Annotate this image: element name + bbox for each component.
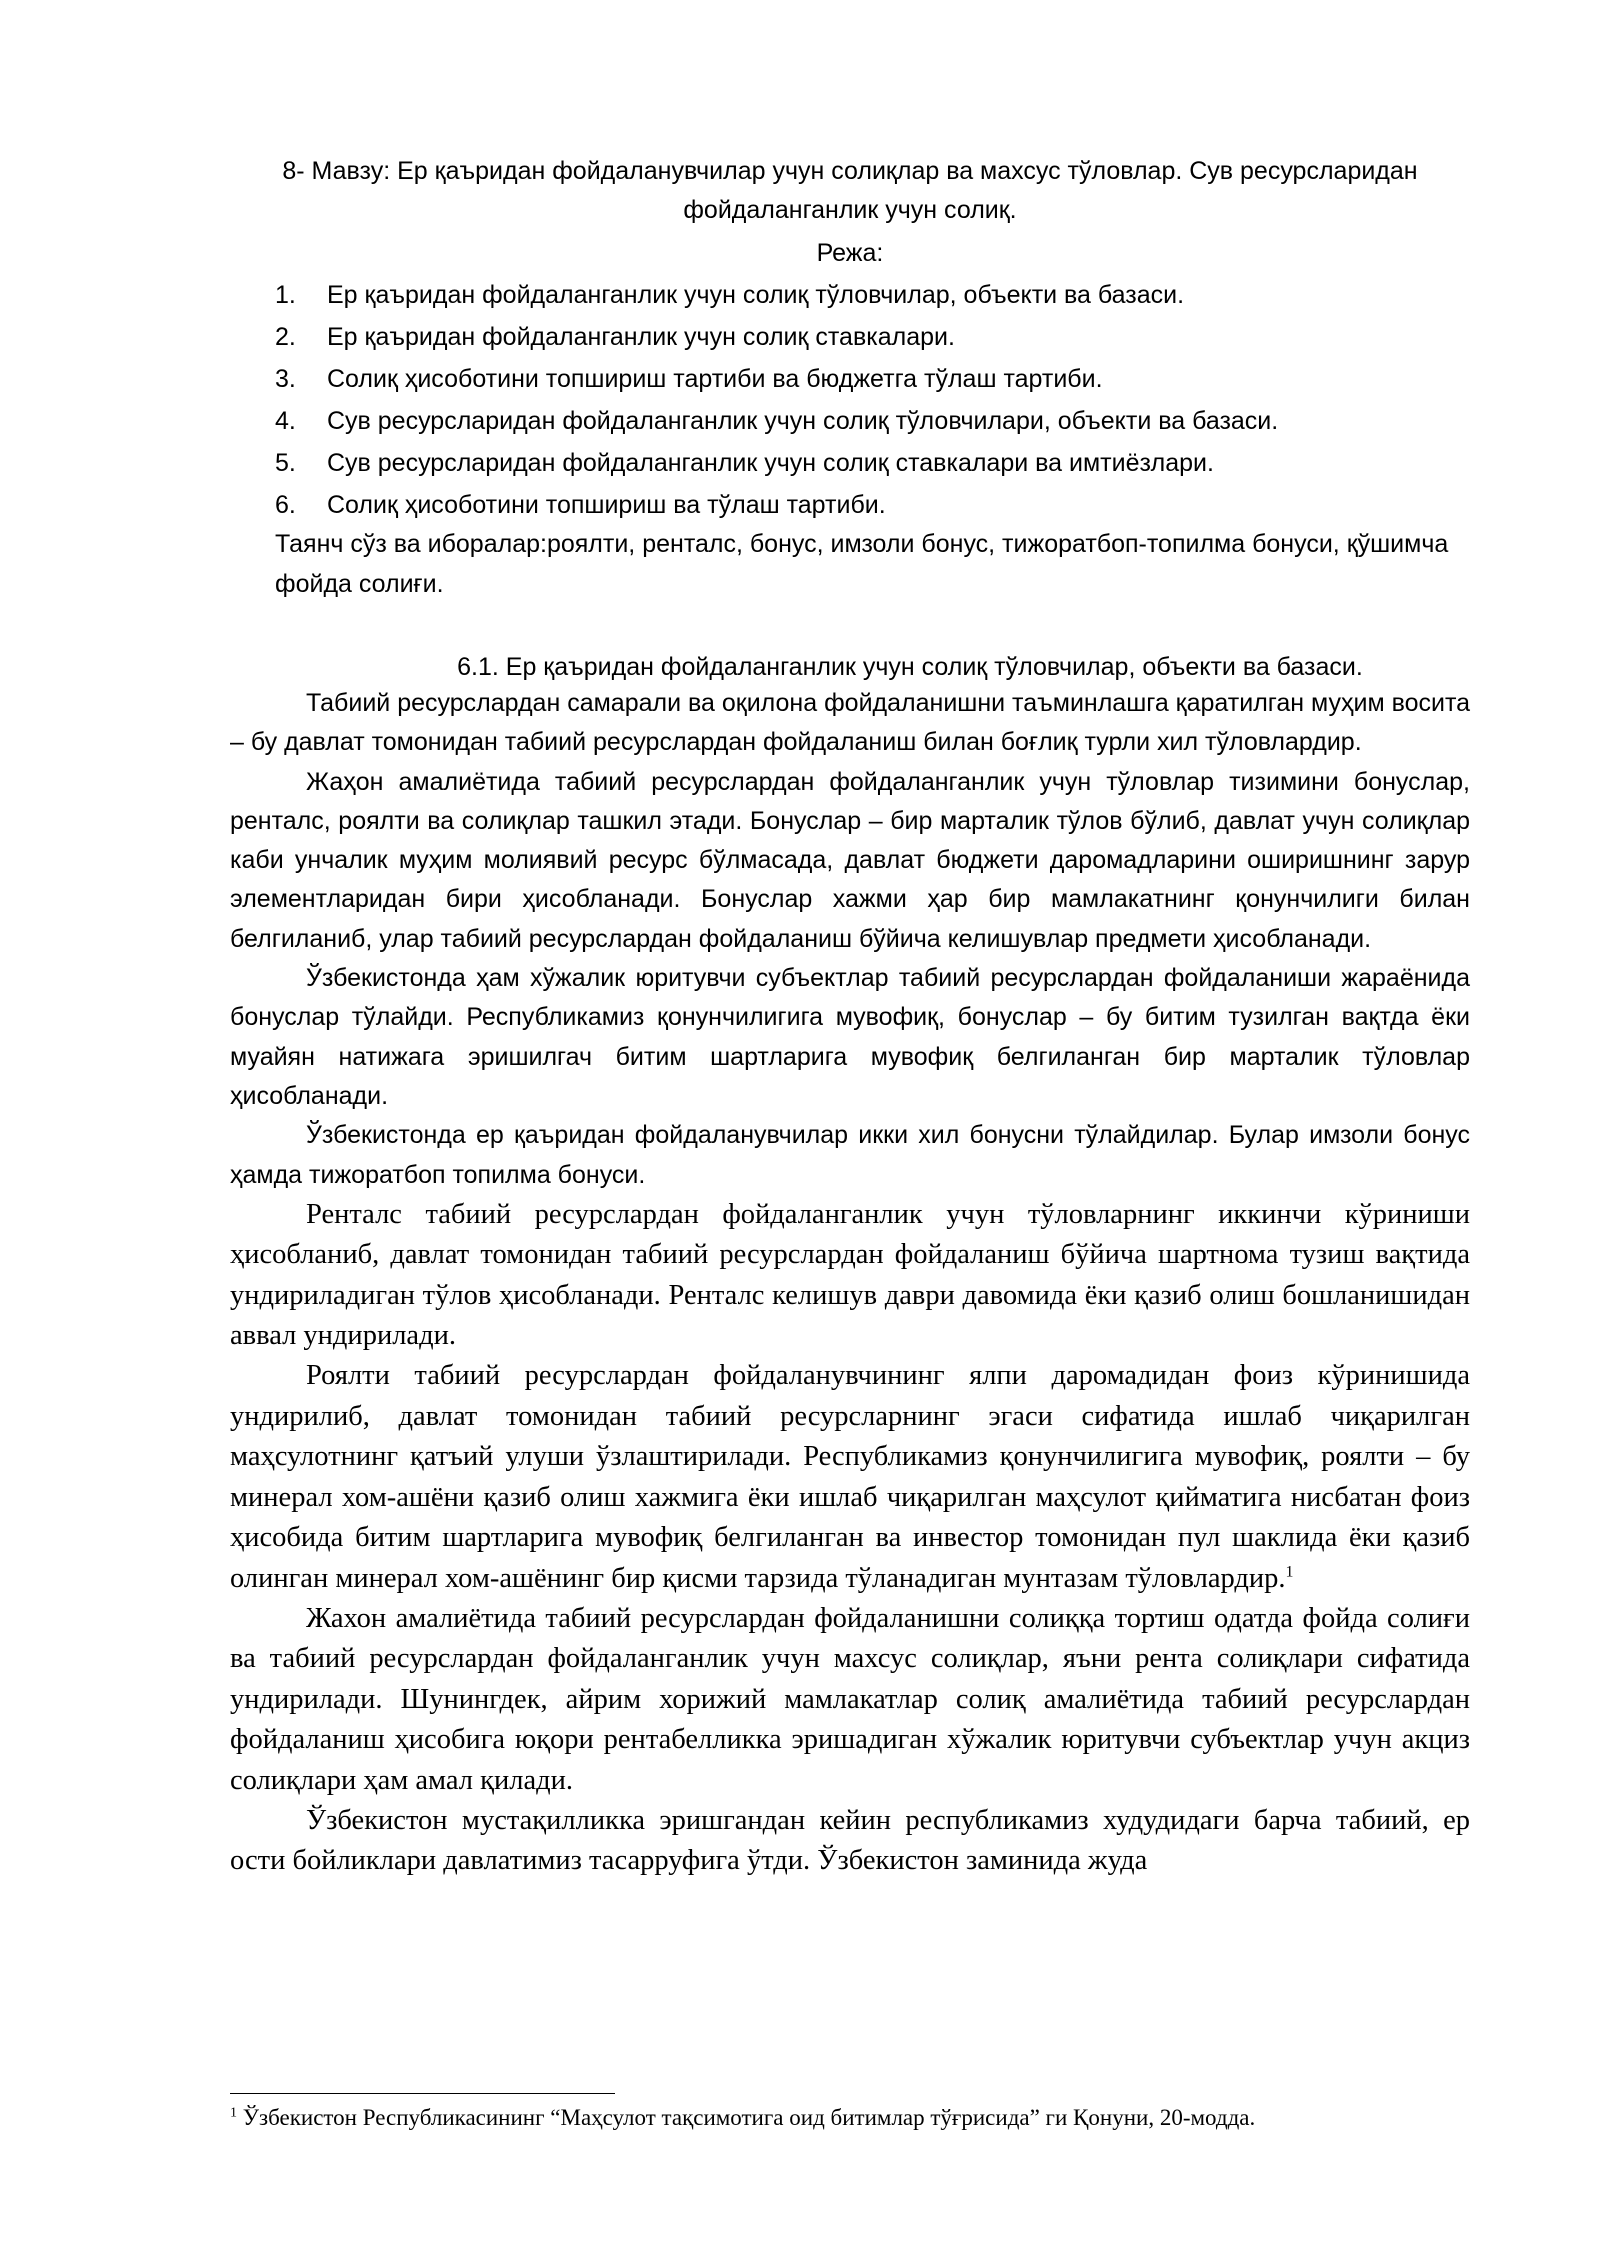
plan-item-number: 3. <box>275 365 296 393</box>
plan-item-text: Ер қаъридан фойдаланганлик учун солиқ тўловчилар, объекти ва базаси. <box>327 281 1185 309</box>
plan-item-text: Солиқ ҳисоботини топшириш тартиби ва бюджетга тўлаш тартиби. <box>327 365 1103 393</box>
paragraph: Табиий ресурслардан самарали ва оқилона фойдаланишни таъминлашга қаратилган муҳим восита – бу давлат томонидан табиий ресурслардан фойдаланиш билан боғлиқ турли хил тўловлардир. <box>230 689 1471 757</box>
plan-item-text: Ер қаъридан фойдаланганлик учун солиқ ставкалари. <box>327 323 955 351</box>
plan-item-number: 5. <box>275 449 296 477</box>
plan-item-text: Сув ресурсларидан фойдаланганлик учун солиқ тўловчилари, объекти ва базаси. <box>327 407 1279 435</box>
paragraph: Ўзбекистонда ҳам хўжалик юритувчи субъектлар табиий ресурслардан фойдаланиши жараёнида бонуслар тўлайди. Республикамиз қонунчилигига мувофиқ, бонуслар – бу битим тузилган вақтда ёки муайян натижага эришилгач битим шартларига мувофиқ белгиланган бир марталик тўловлар ҳисобланади. <box>230 964 1470 1110</box>
section-heading: 6.1. Ер қаъридан фойдаланганлик учун солиқ тўловчилар, объекти ва базаси. <box>457 653 1363 681</box>
paragraph: Жахон амалиётида табиий ресурслардан фойдаланишни солиққа тортиш одатда фойда солиғи ва табиий ресурслардан фойдаланганлик учун махсус солиқлар, яъни рента солиқлари сифатида ундирилади. Шунингдек, айрим хорижий мамлакатлар солиқ амалиётида табиий ресурслардан фойдаланиш ҳисобига юқори рентабелликка эришадиган хўжалик юритувчи субъектлар учун акциз солиқлари ҳам амал қилади. <box>230 1602 1470 1796</box>
plan-item-text: Сув ресурсларидан фойдаланганлик учун солиқ ставкалари ва имтиёзлари. <box>327 449 1214 477</box>
footnote-reference[interactable]: 1 <box>1285 1563 1294 1581</box>
plan-list <box>275 274 1475 526</box>
plan-item <box>275 484 1475 526</box>
plan-item <box>275 442 1475 484</box>
body-text <box>230 684 1470 1882</box>
plan-item-number: 1. <box>275 281 296 309</box>
keywords: Таянч сўз ва иборалар:роялти, ренталс, бонус, имзоли бонус, тижоратбоп-топилма бонуси, қўшимча фойда солиғи. <box>275 530 1449 598</box>
plan-item <box>275 400 1475 442</box>
paragraph: Жаҳон амалиётида табиий ресурслардан фойдаланганлик учун тўловлар тизимини бонуслар, ренталс, роялти ва солиқлар ташкил этади. Бонуслар – бир марталик тўлов бўлиб, давлат учун солиқлар каби унчалик муҳим молиявий ресурс бўлмасада, давлат бюджети даромадларини оширишнинг зарур элементларидан бири ҳисобланади. Бонуслар хажми ҳар бир мамлакатнинг қонунчилиги билан белгиланиб, улар табиий ресурслардан фойдаланиш бўйича келишувлар предмети ҳисобланади. <box>230 767 1470 953</box>
footnote <box>230 2102 1470 2134</box>
footnote-separator <box>230 2093 615 2094</box>
plan-heading: Режа: <box>816 239 884 267</box>
paragraph <box>230 1356 1470 1598</box>
paragraph: Ренталс табиий ресурслардан фойдаланганлик учун тўловларнинг иккинчи кўриниши ҳисобланиб, давлат томонидан табиий ресурслардан фойдаланиш бўйича шартнома тузиш вақтида ундириладиган тўлов ҳисобланади. Ренталс келишув даври давомида ёки қазиб олиш бошланишидан аввал ундирилади. <box>230 1198 1470 1352</box>
footnote-number: 1 <box>230 2105 237 2121</box>
plan-item-number: 6. <box>275 491 296 519</box>
plan-item <box>275 316 1475 358</box>
paragraph-text: Роялти табиий ресурслардан фойдаланувчининг ялпи даромадидан фоиз кўринишида ундирилиб, давлат томонидан табиий ресурсларнинг эгаси сифатида ишлаб чиқарилган маҳсулотнинг қатъий улуши ўзлаштирилади. Республикамиз қонунчилигига мувофиқ, роялти – бу минерал хом-ашёни қазиб олиш хажмига ёки ишлаб чиқарилган маҳсулот қийматига нисбатан фоиз ҳисобида битим шартларига мувофиқ белгиланган ва инвестор томонидан пул шаклида ёки қазиб олинган минерал хом-ашёнинг бир қисми тарзида тўланадиган мунтазам тўловлардир. <box>230 1360 1470 1594</box>
plan-item-text: Солиқ ҳисоботини топшириш ва тўлаш тартиби. <box>327 491 886 519</box>
plan-item <box>275 358 1475 400</box>
paragraph: Ўзбекистон мустақилликка эришгандан кейин республикамиз худудидаги барча табиий, ер ости бойликлари давлатимиз тасарруфига ўтди. Ўзбекистон заминида жуда <box>230 1804 1470 1877</box>
paragraph: Ўзбекистонда ер қаъридан фойдаланувчилар икки хил бонусни тўлайдилар. Булар имзоли бонус ҳамда тижоратбоп топилма бонуси. <box>230 1121 1470 1189</box>
document-title: 8- Мавзу: Ер қаъридан фойдаланувчилар учун солиқлар ва махсус тўловлар. Сув ресурсларидан фойдаланганлик учун солиқ. <box>282 157 1418 224</box>
plan-item-number: 4. <box>275 407 296 435</box>
footnote-text: Ўзбекистон Республикасининг “Маҳсулот тақсимотига оид битимлар тўғрисида” ги Қонуни, 20-модда. <box>242 2105 1256 2130</box>
plan-item-number: 2. <box>275 323 296 351</box>
plan-item <box>275 274 1475 316</box>
